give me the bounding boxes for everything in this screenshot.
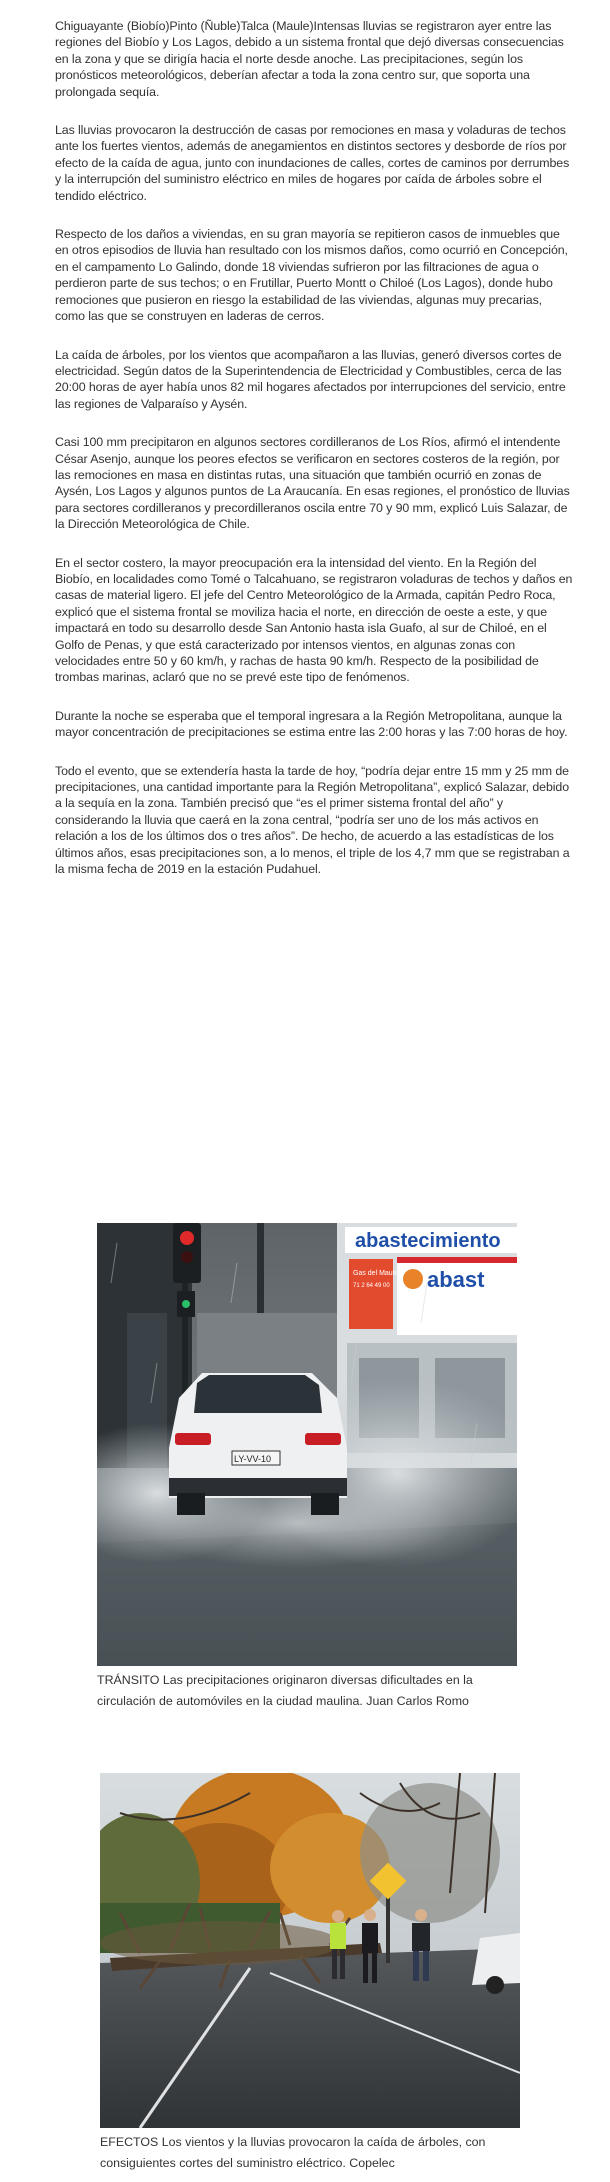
article-paragraph: Durante la noche se esperaba que el temporal ingresara a la Región Metropolitana, aunque la mayor concentración de precipitaciones se estima entre las 2:00 horas y las 7:00 horas de hoy. xyxy=(55,708,568,740)
figure-efectos xyxy=(100,1773,520,2182)
photo-caption: TRÁNSITO Las precipitaciones originaron diversas dificultades en la circulación de automóviles en la ciudad maulina. Juan Carlos Romo xyxy=(97,1673,473,1708)
figure-transito xyxy=(97,1223,517,1728)
shop-sign-gas: Gas del Maule xyxy=(353,1270,399,1277)
article-paragraph: Respecto de los daños a viviendas, en su gran mayoría se repitieron casos de inmuebles que en otros episodios de lluvia han resultado con los mismos daños, como ocurrió en Concepción, en el campamento Lo Galindo, donde 18 viviendas sufrieron por las filtraciones de agua o perdieron parte de sus techos; o en Frutillar, Puerto Montt o Chiloé (Los Lagos), donde hubo remociones que pusieron en riesgo la estabilidad de las viviendas, algunas muy precarias, como las que se construyen en laderas de cerros. xyxy=(55,227,568,324)
article-paragraph: En el sector costero, la mayor preocupación era la intensidad del viento. En la Región del Biobío, en localidades como Tomé o Talcahuano, se registraron voladuras de techos y daños en casas de material ligero. El jefe del Centro Meteorológico de la Armada, capitán Pedro Roca, explicó que el sistema frontal se moviliza hacia el norte, en dirección de oeste a este, y que impactará en todo su desarrollo desde San Antonio hasta isla Guafo, al sur de Chiloé, en el Golfo de Penas, y que está caracterizado por intensos vientos, en algunas zonas con velocidades entre 50 y 60 km/h, y rachas de hasta 90 km/h. Respecto de la posibilidad de trombas marinas, aclaró que no se prevé este tipo de fenómenos. xyxy=(55,555,573,685)
article-body xyxy=(55,18,575,899)
license-plate: LY-VV-10 xyxy=(234,1454,272,1464)
article-paragraph: Las lluvias provocaron la destrucción de casas por remociones en masa y voladuras de techos ante los fuertes vientos, además de anegamientos en distintos sectores y desborde de ríos por efecto de la caída de agua, junto con inundaciones de calles, cortes de caminos por derrumbes y la interrupción del suministro eléctrico en miles de hogares por caída de árboles sobre el tendido eléctrico. xyxy=(55,123,570,203)
article-paragraph: Todo el evento, que se extendería hasta la tarde de hoy, “podría dejar entre 15 mm y 25 mm de precipitaciones, una cantidad importante para la Región Metropolitana”, explicó Salazar, debido a la sequía en la zona. También precisó que “es el primer sistema frontal del año” y considerando la lluvia que caerá en la zona central, “podría ser uno de los más activos en relación a los de los últimos dos o tres años”. De hecho, de acuerdo a las estadísticas de los últimos años, esas precipitaciones son, a lo menos, el triple de los 4,7 mm que se registraban a la misma fecha de 2019 en la estación Pudahuel. xyxy=(55,763,570,877)
article-paragraph: Chiguayante (Biobío)Pinto (Ñuble)Talca (Maule)Intensas lluvias se registraron ayer entre las regiones del Biobío y Los Lagos, debido a un sistema frontal que dejó diversas consecuencias en la zona y que se dirigía hacia el norte desde anoche. Las precipitaciones, según los pronósticos meteorológicos, deberían afectar a toda la zona centro sur, que soporta una prolongada sequía. xyxy=(55,19,564,99)
article-paragraph: Casi 100 mm precipitaron en algunos sectores cordilleranos de Los Ríos, afirmó el intendente César Asenjo, aunque los peores efectos se verificaron en sectores costeros de la región, por las remociones en masa en distintas rutas, una situación que también ocurrió en zonas de Aysén, Los Lagos y algunos puntos de La Araucanía. En esas regiones, el pronóstico de lluvias para sectores cordilleranos y precordilleranos oscila entre 70 y 90 mm, explicó Luis Salazar, de la Dirección Meteorológica de Chile. xyxy=(55,435,570,532)
photo-caption: EFECTOS Los vientos y la lluvias provocaron la caída de árboles, con consiguientes cortes del suministro eléctrico. Copelec xyxy=(100,2135,486,2170)
shop-sign-text: abastecimiento xyxy=(355,1230,501,1252)
flooded-street-photo xyxy=(97,1223,517,1666)
shop-sign-secondary: abast xyxy=(427,1267,485,1292)
article-paragraph: La caída de árboles, por los vientos que acompañaron a las lluvias, generó diversos cortes de electricidad. Según datos de la Superintendencia de Electricidad y Combustibles, cerca de las 20:00 horas de ayer había unos 82 mil hogares afectados por interrupciones del servicio, entre las regiones de Valparaíso y Aysén. xyxy=(55,347,566,411)
fallen-tree-photo xyxy=(100,1773,520,2128)
shop-sign-phone: 71 2 64 49 00 xyxy=(353,1283,390,1289)
white-car xyxy=(169,1373,347,1515)
